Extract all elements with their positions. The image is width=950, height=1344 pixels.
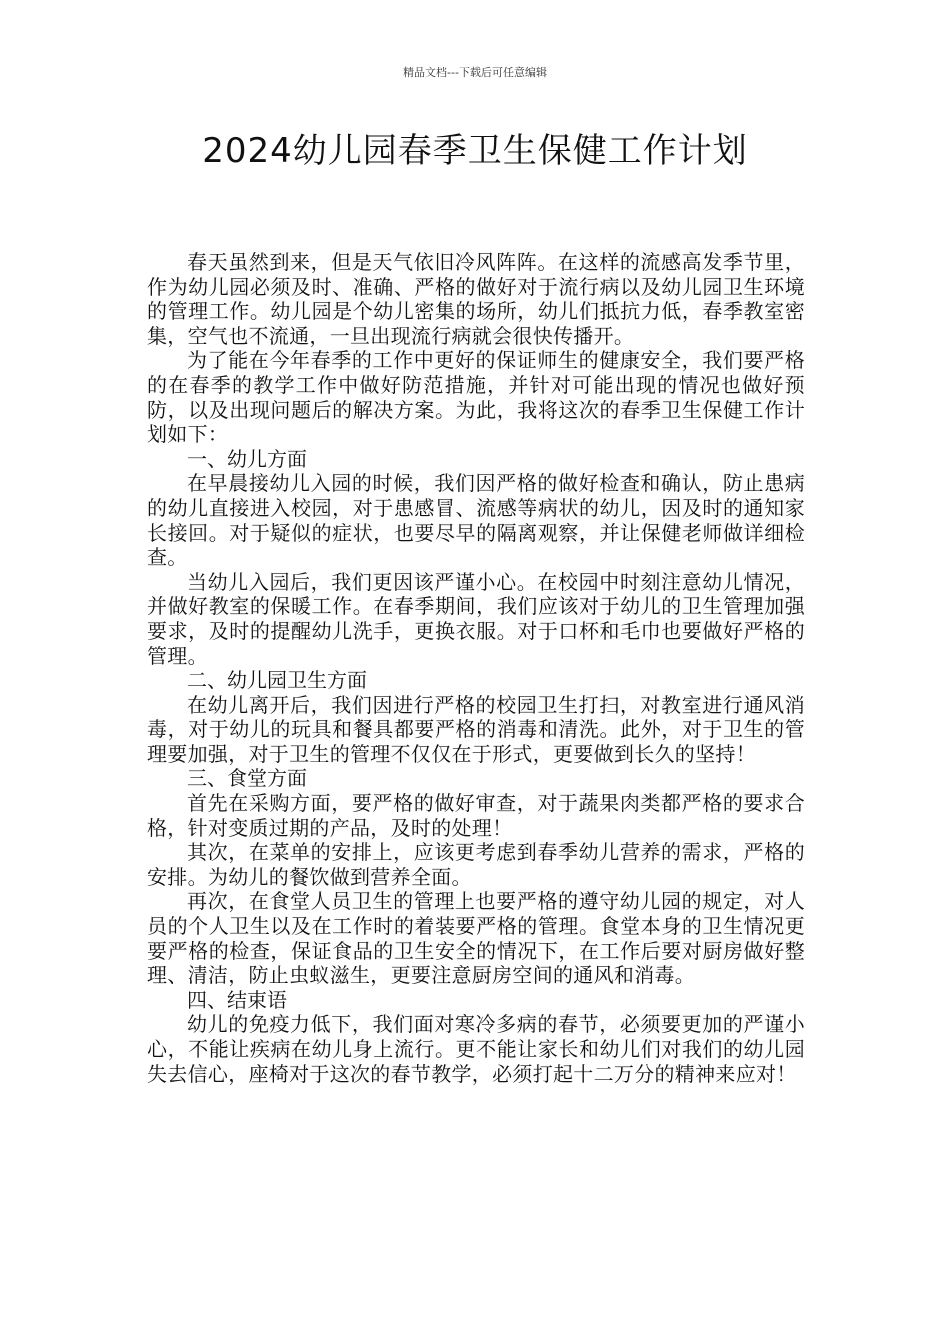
paragraph-staff: 再次，在食堂人员卫生的管理上也要严格的遵守幼儿园的规定，对人员的个人卫生以及在工作时的着装要严格的管理。食堂本身的卫生情况更要严格的检查，保证食品的卫生安全的情况下，在工作后要对厨房做好整理、清洁，防止虫蚁滋生，更要注意厨房空间的通风和消毒。	[147, 889, 805, 988]
document-title: 2024幼儿园春季卫生保健工作计划	[202, 131, 748, 171]
paragraph-purpose: 为了能在今年春季的工作中更好的保证师生的健康安全，我们要严格的在春季的教学工作中做好防范措施，并针对可能出现的情况也做好预防，以及出现问题后的解决方案。为此，我将这次的春季卫生保健工作计划如下：	[147, 348, 805, 447]
paragraph-purchasing: 首先在采购方面，要严格的做好审查，对于蔬果肉类都严格的要求合格，针对变质过期的产品，及时的处理！	[147, 791, 805, 840]
paragraph-after-entry: 当幼儿入园后，我们更因该严谨小心。在校园中时刻注意幼儿情况，并做好教室的保暖工作。在春季期间，我们应该对于幼儿的卫生管理加强要求，及时的提醒幼儿洗手，更换衣服。对于口杯和毛巾也要做好严格的管理。	[147, 569, 805, 668]
paragraph-menu: 其次，在菜单的安排上，应该更考虑到春季幼儿营养的需求，严格的安排。为幼儿的餐饮做到营养全面。	[147, 840, 805, 889]
document-body	[147, 250, 805, 1086]
paragraph-morning-check: 在早晨接幼儿入园的时候，我们因严格的做好检查和确认，防止患病的幼儿直接进入校园，对于患感冒、流感等病状的幼儿，因及时的通知家长接回。对于疑似的症状，也要尽早的隔离观察，并让保健老师做详细检查。	[147, 471, 805, 570]
section-heading-children: 一、幼儿方面	[187, 446, 307, 471]
paragraph-cleaning: 在幼儿离开后，我们因进行严格的校园卫生打扫，对教室进行通风消毒，对于幼儿的玩具和餐具都要严格的消毒和清洗。此外，对于卫生的管理要加强，对于卫生的管理不仅仅在于形式，更要做到长久的坚持！	[147, 692, 805, 766]
section-heading-conclusion: 四、结束语	[187, 987, 287, 1012]
paragraph-conclusion: 幼儿的免疫力低下，我们面对寒冷多病的春节，必须要更加的严谨小心，不能让疾病在幼儿身上流行。更不能让家长和幼儿们对我们的幼儿园失去信心，座椅对于这次的春节教学，必须打起十二万分的精神来应对！	[147, 1012, 805, 1086]
section-heading-canteen: 三、食堂方面	[187, 766, 307, 791]
header-note: 精品文档---下载后可任意编辑	[403, 66, 547, 79]
section-heading-hygiene: 二、幼儿园卫生方面	[187, 668, 367, 693]
paragraph-intro: 春天虽然到来，但是天气依旧冷风阵阵。在这样的流感高发季节里，作为幼儿园必须及时、准确、严格的做好对于流行病以及幼儿园卫生环境的管理工作。幼儿园是个幼儿密集的场所，幼儿们抵抗力低，春季教室密集，空气也不流通，一旦出现流行病就会很快传播开。	[147, 250, 805, 348]
